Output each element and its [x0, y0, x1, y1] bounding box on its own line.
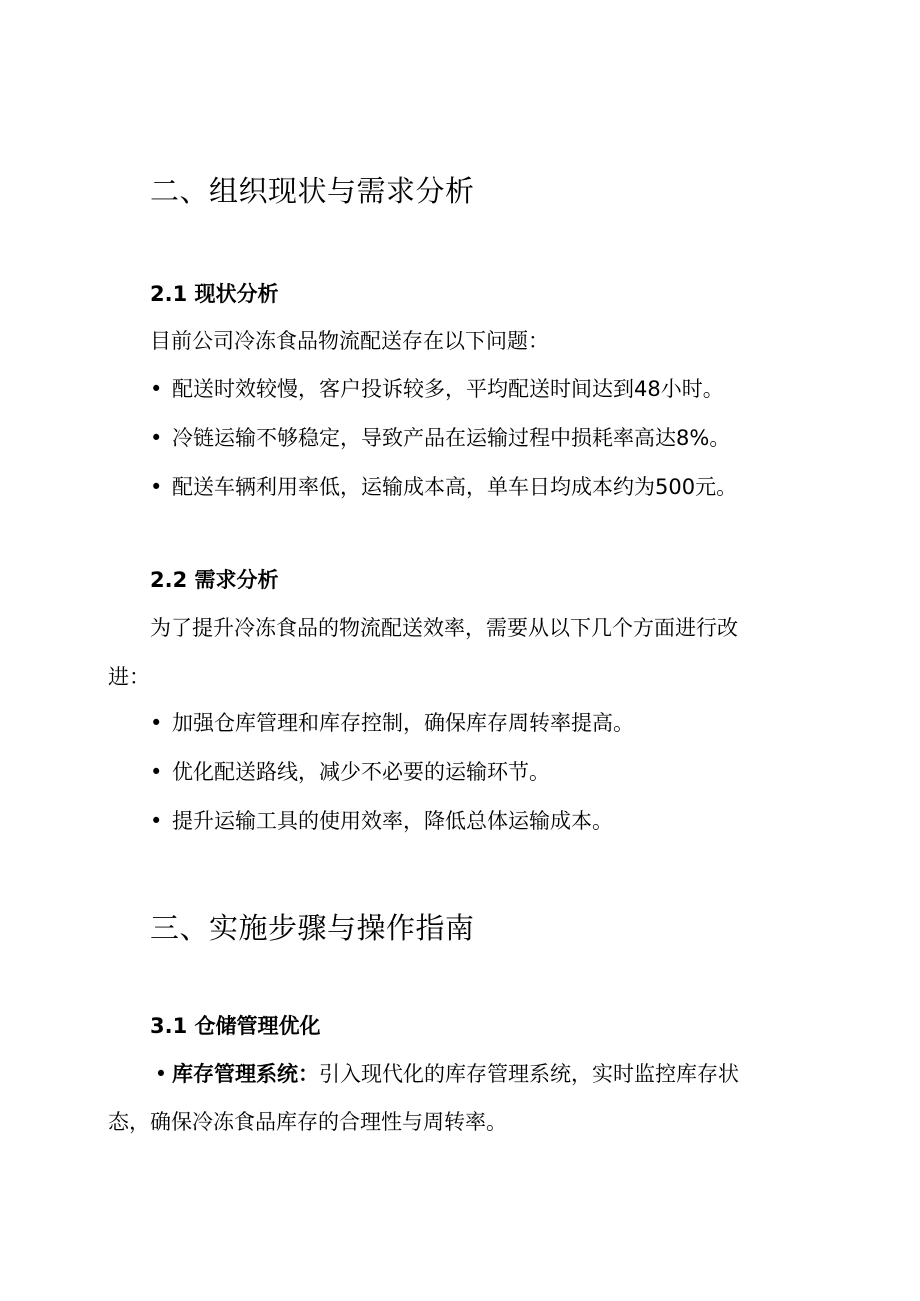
list-item-text: 冷链运输不够稳定，导致产品在运输过程中损耗率高达8%。 [172, 426, 731, 450]
list-item [150, 708, 634, 738]
section-heading-2: 二、组织现状与需求分析 [150, 174, 475, 208]
paragraph-intro-2-1: 目前公司冷冻食品物流配送存在以下问题： [150, 329, 549, 353]
bullet-icon: • [150, 711, 163, 735]
list-item [150, 757, 550, 787]
list-item [150, 374, 724, 404]
list-item [150, 806, 613, 836]
list-item [150, 472, 737, 502]
item-label: 库存管理系统： [172, 1062, 319, 1086]
paragraph-intro-2-2-line1: 为了提升冷冻食品的物流配送效率，需要从以下几个方面进行改 [150, 616, 738, 640]
bullet-icon: • [150, 426, 163, 450]
subsection-heading-3-1: 3.1 仓储管理优化 [150, 1014, 321, 1038]
bullet-icon: • [150, 475, 163, 499]
bullet-icon: • [150, 809, 163, 833]
list-item [150, 423, 730, 453]
bullet-icon: • [154, 1062, 168, 1086]
section-heading-3: 三、实施步骤与操作指南 [150, 911, 475, 945]
bullet-icon: • [150, 377, 163, 401]
item-text-line2: 态，确保冷冻食品库存的合理性与周转率。 [108, 1110, 507, 1134]
paragraph-intro-2-2-line2: 进： [108, 665, 150, 689]
list-item [150, 1059, 739, 1089]
list-item-text: 提升运输工具的使用效率，降低总体运输成本。 [172, 809, 613, 833]
subsection-heading-2-1: 2.1 现状分析 [150, 282, 279, 306]
list-item-text: 配送时效较慢，客户投诉较多，平均配送时间达到48小时。 [172, 377, 724, 401]
item-text-line1: 引入现代化的库存管理系统，实时监控库存状 [319, 1062, 739, 1086]
bullet-icon: • [150, 760, 163, 784]
list-item-text: 加强仓库管理和库存控制，确保库存周转率提高。 [172, 711, 634, 735]
subsection-heading-2-2: 2.2 需求分析 [150, 568, 279, 592]
list-item-text: 优化配送路线，减少不必要的运输环节。 [172, 760, 550, 784]
list-item-text: 配送车辆利用率低，运输成本高，单车日均成本约为500元。 [172, 475, 738, 499]
